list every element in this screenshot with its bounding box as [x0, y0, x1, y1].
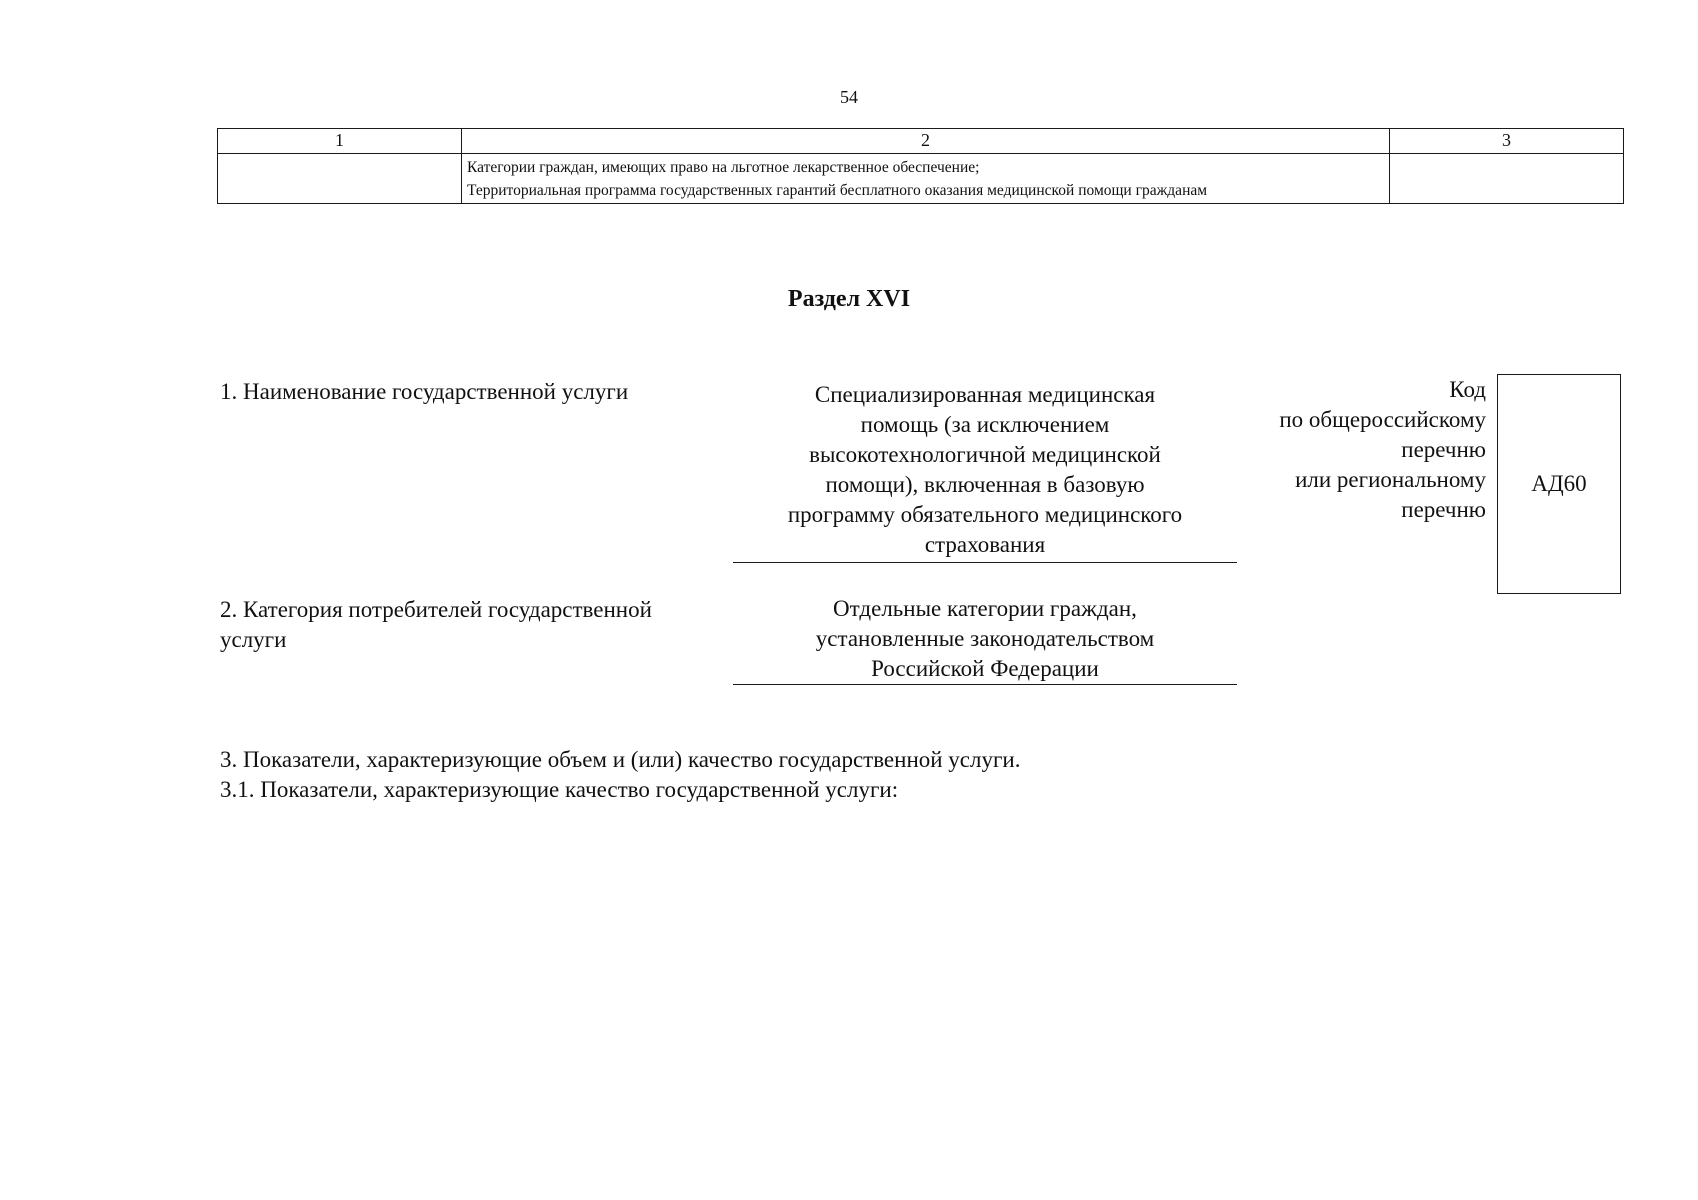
service-name-line: страхования [924, 532, 1046, 557]
code-label-line: Код [1449, 377, 1486, 402]
table-header-col-3: 3 [1390, 129, 1624, 154]
page-number: 54 [840, 87, 858, 107]
service-name-line: помощи), включенная в базовую [825, 472, 1145, 497]
consumer-category-line: установленные законодательством [815, 626, 1155, 651]
consumer-category-label-line: 2. Категория потребителей государственной [220, 597, 652, 622]
table-row [218, 154, 1624, 204]
table-cell-col-2 [462, 154, 1390, 204]
continuation-table [217, 128, 1624, 204]
table-header-row [218, 129, 1624, 154]
consumer-category-value [733, 594, 1237, 685]
service-name-line: программу обязательного медицинского [787, 502, 1183, 527]
consumer-category-label [220, 595, 720, 655]
indicators-heading: 3. Показатели, характеризующие объем и (или) качество государственной услуги. [220, 747, 1021, 772]
consumer-category-line: Отдельные категории граждан, [833, 596, 1137, 621]
code-label [1230, 375, 1486, 525]
code-label-line: перечню [1401, 437, 1486, 462]
code-label-line: или региональному [1295, 467, 1486, 492]
code-box [1497, 374, 1621, 594]
service-name-line: Специализированная медицинская [814, 382, 1156, 407]
table-cell-col-1 [218, 154, 462, 204]
service-name-label: 1. Наименование государственной услуги [220, 379, 629, 404]
consumer-category-label-line: услуги [220, 627, 287, 652]
table-header-col-2: 2 [462, 129, 1390, 154]
service-name-value [733, 380, 1237, 563]
table-cell-line: Категории граждан, имеющих право на льготное лекарственное обеспечение; [467, 159, 980, 176]
code-label-line: по общероссийскому [1279, 407, 1486, 432]
table-cell-col-3 [1390, 154, 1624, 204]
quality-indicators-heading: 3.1. Показатели, характеризующие качество государственной услуги: [220, 777, 899, 802]
section-title: Раздел XVI [787, 286, 911, 312]
table-cell-line: Территориальная программа государственных гарантий бесплатного оказания медицинской помощи гражданам [467, 182, 1208, 199]
consumer-category-line: Российской Федерации [871, 656, 1099, 681]
table-header-col-1: 1 [218, 129, 462, 154]
code-value: АД60 [1531, 471, 1587, 496]
service-name-line: помощь (за исключением [860, 412, 1110, 437]
code-label-line: перечню [1401, 497, 1486, 522]
service-name-line: высокотехнологичной медицинской [809, 442, 1161, 467]
